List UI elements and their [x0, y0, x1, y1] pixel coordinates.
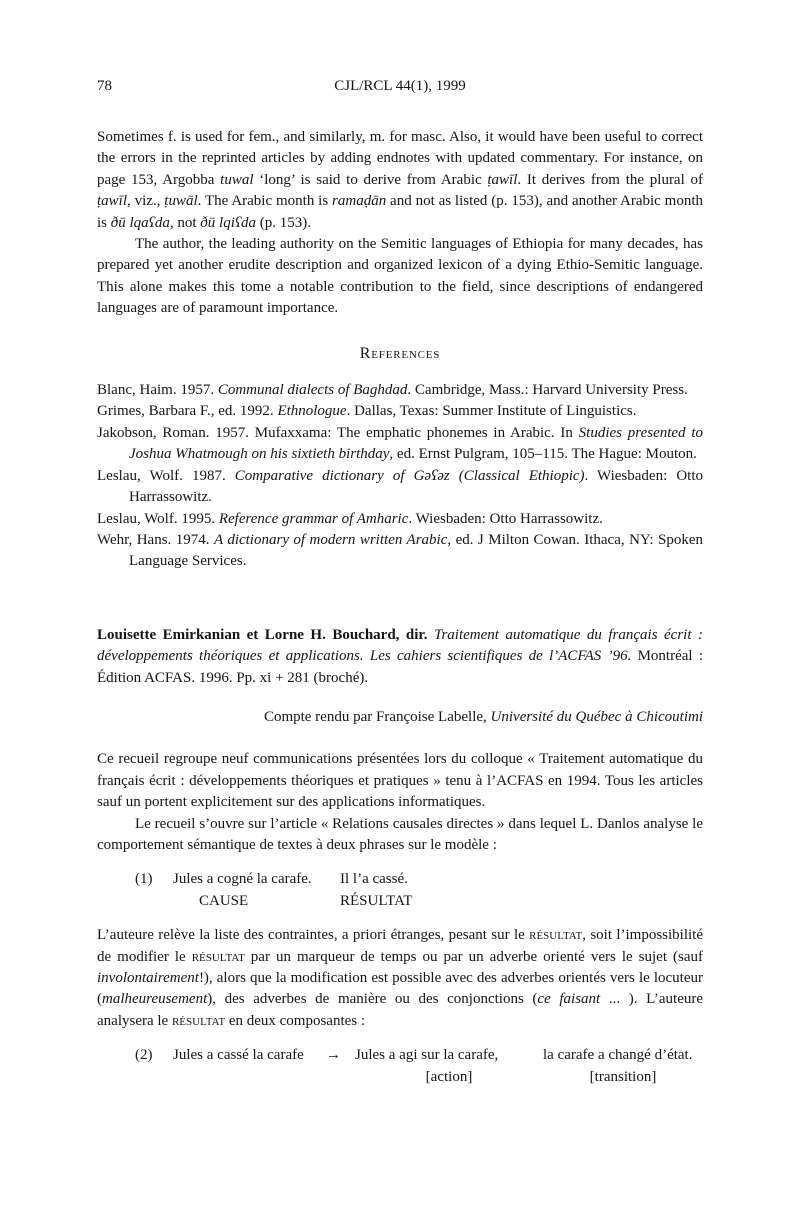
example-2-source-cell: [173, 1045, 355, 1066]
example-2: [135, 1045, 703, 1088]
example-2-spacer: [173, 1067, 355, 1088]
example-1-spacer: [135, 891, 173, 912]
review2-paragraph-3: L’auteure relève la liste des contraintes, a priori étranges, pesant sur le résultat, soit l’impossibilité de modifier le résultat par un marqueur de temps ou par un adverbe orienté vers le sujet (sauf involontairement!), alors que la modification est possible avec des adverbes orientés vers le locuteur (malheureusement), des adverbes de manière ou des conjonctions (ce faisant ... ). L’auteure analysera le résultat en deux composantes :: [97, 927, 704, 1029]
example-2-part1-sentence: Jules a agi sur la carafe,: [355, 1047, 499, 1064]
example-2-source-sentence: Jules a cassé la carafe: [173, 1047, 304, 1064]
example-2-spacer: [135, 1067, 173, 1088]
review2-paragraph-1: Ce recueil regroupe neuf communications présentées lors du colloque « Traitement automatique du français écrit : développements théoriques et pratiques » tenu à l’ACFAS en 1994. Tous les articles sauf un portent explicitement sur des applications informatiques.: [97, 751, 703, 811]
review1-paragraph-2: The author, the leading authority on the Semitic languages of Ethiopia for many decades, has prepared yet another erudite description and organized lexicon of a dying Ethio-Semitic language. This alone makes this tome a notable contribution to the field, since descriptions of endangered languages are of paramount importance.: [97, 236, 703, 317]
example-2-action-label: [action]: [425, 1068, 473, 1085]
example-2-transition-label: [transition]: [589, 1068, 657, 1085]
page-number: 78: [97, 78, 112, 94]
reference-item: Wehr, Hans. 1974. A dictionary of modern written Arabic, ed. J Milton Cowan. Ithaca, NY: Spoken Language Services.: [97, 531, 703, 570]
running-head: [97, 76, 703, 98]
review1-paragraph-1: Sometimes f. is used for fem., and similarly, m. for masc. Also, it would have been useful to correct the errors in the reprinted articles by adding endnotes with updated commentary. For instance, on page 153, Argobba tuwal ‘long’ is said to derive from Arabic ṭawīl. It derives from the plural of ṭawīl, viz., ṭuwāl. The Arabic month is ramaḍān and not as listed (p. 153), and another Arabic month is ðū lqaʕda, not ðū lqiʕda (p. 153).: [97, 129, 703, 231]
reference-item: Leslau, Wolf. 1987. Comparative dictionary of Gəʕəz (Classical Ethiopic). Wiesbaden: Otto Harrassowitz.: [97, 467, 703, 506]
example-1-cause-sentence: Jules a cogné la carafe.: [173, 871, 312, 888]
example-1: [135, 869, 703, 912]
reference-item: Blanc, Haim. 1957. Communal dialects of Baghdad. Cambridge, Mass.: Harvard University Press.: [97, 382, 688, 399]
journal-title: CJL/RCL 44(1), 1999: [334, 78, 466, 94]
references-heading: References: [359, 344, 441, 362]
arrow-right-icon: →: [326, 1047, 341, 1064]
example-2-number: (2): [135, 1047, 153, 1064]
references-list: [97, 380, 703, 573]
example-1-number: (1): [135, 871, 153, 888]
review2-heading: Louisette Emirkanian et Lorne H. Bouchard, dir. Traitement automatique du français écrit : développements théoriques et applications. Les cahiers scientifiques de l’ACFAS ’96. Montréal : Édition ACFAS. 1996. Pp. xi + 281 (broché).: [97, 626, 704, 686]
reference-item: Jakobson, Roman. 1957. Mufaxxama: The emphatic phonemes in Arabic. In Studies presented to Joshua Whatmough on his sixtieth birthday, ed. Ernst Pulgram, 105–115. The Hague: Mouton.: [97, 424, 704, 463]
example-2-part2-sentence: la carafe a changé d’état.: [543, 1047, 693, 1064]
example-1-cause-label: CAUSE: [199, 892, 249, 909]
page-content: [97, 76, 703, 1088]
review2-byline: Compte rendu par Françoise Labelle, Université du Québec à Chicoutimi: [263, 708, 703, 725]
reference-item: Grimes, Barbara F., ed. 1992. Ethnologue. Dallas, Texas: Summer Institute of Linguistics.: [97, 403, 637, 420]
reference-item: Leslau, Wolf. 1995. Reference grammar of Amharic. Wiesbaden: Otto Harrassowitz.: [97, 510, 603, 527]
review2-paragraph-2: Le recueil s’ouvre sur l’article « Relations causales directes » dans lequel L. Danlos analyse le comportement sémantique de textes à deux phrases sur le modèle :: [97, 815, 703, 853]
example-1-result-sentence: Il l’a cassé.: [340, 871, 408, 888]
example-1-result-label: RÉSULTAT: [340, 892, 413, 909]
